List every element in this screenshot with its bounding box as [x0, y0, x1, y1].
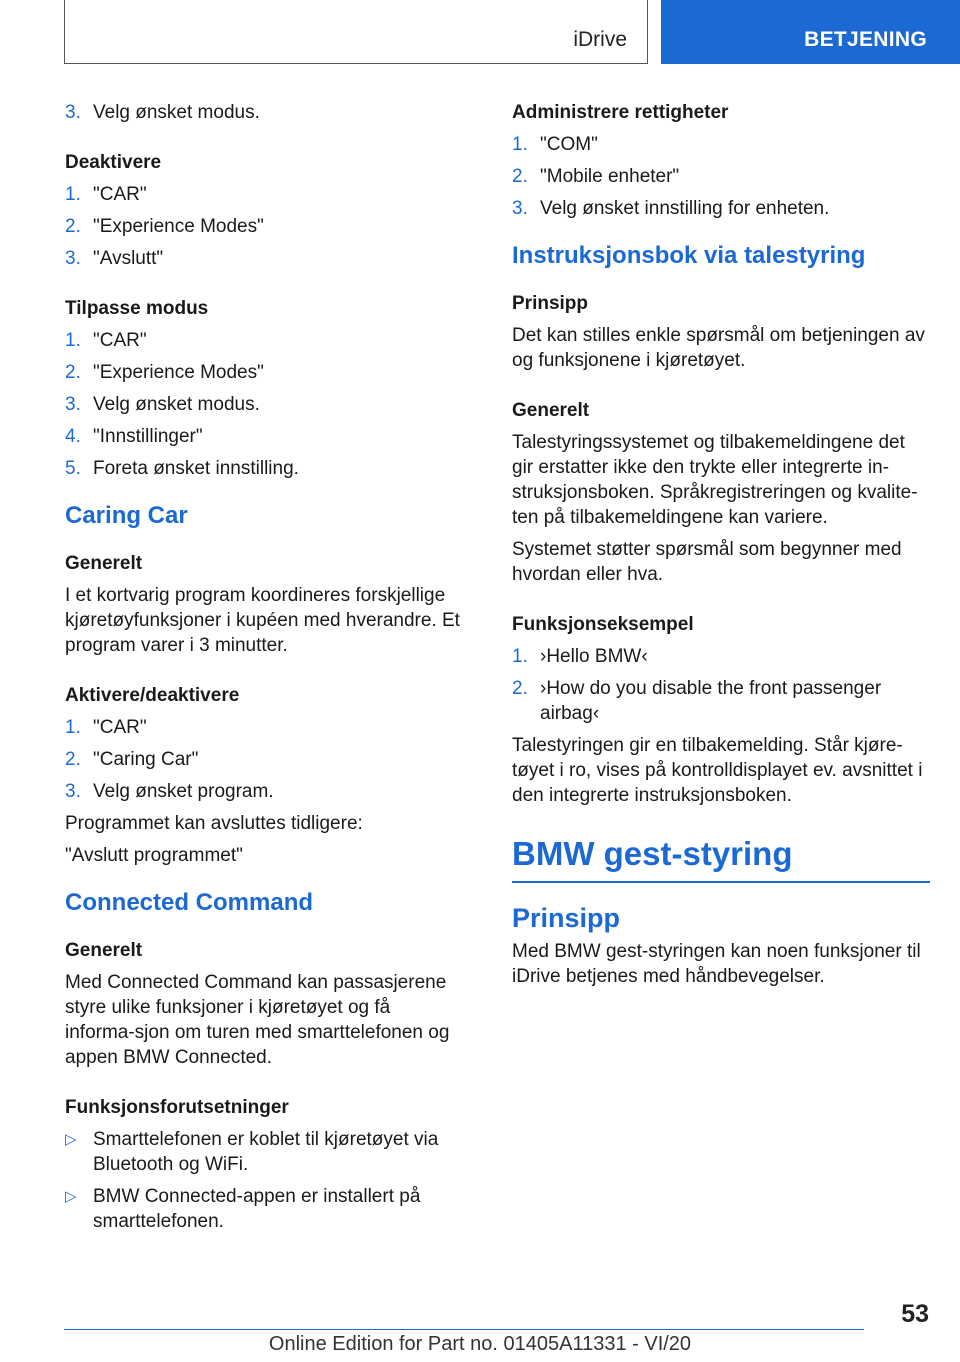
subheading-funksjonsforutsetninger: Funksjonsforutsetninger	[65, 1097, 289, 1118]
subheading-administrere: Administrere rettigheter	[512, 102, 729, 123]
list-text: "CAR"	[93, 330, 147, 351]
bullet-item	[65, 1127, 465, 1177]
section-heading-caring-car: Caring Car	[65, 502, 188, 529]
list-number: 2.	[65, 749, 81, 770]
subheading-generelt: Generelt	[512, 400, 590, 421]
list-number: 1.	[65, 717, 81, 738]
list-text: "CAR"	[93, 717, 147, 738]
section-heading-instruksjonsbok: Instruksjonsbok via talestyring	[512, 242, 866, 269]
list-item	[65, 715, 465, 740]
section-heading-connected-command: Connected Command	[65, 889, 314, 916]
list-text: "Caring Car"	[93, 749, 199, 770]
list-text: Foreta ønsket innstilling.	[93, 458, 299, 479]
section-heading-prinsipp: Prinsipp	[512, 903, 621, 933]
paragraph: Med BMW gest-styringen kan noen funksjoner til iDrive betjenes med håndbevegelser.	[512, 941, 921, 987]
footer-edition: Online Edition for Part no. 01405A11331 - VI/20	[268, 1333, 692, 1355]
list-text: "Experience Modes"	[93, 362, 264, 383]
subheading-deaktivere: Deaktivere	[65, 152, 162, 173]
paragraph: Talestyringssystemet og tilbakemeldingene det gir erstatter ikke den trykte eller integrerte in-struksjonsboken. Språkregistreringen og kvalite-ten på tilbakemeldingene kan variere.	[512, 432, 918, 528]
list-text: "Innstillinger"	[93, 426, 203, 447]
paragraph: Systemet støtter spørsmål som begynner med hvordan eller hva.	[512, 539, 902, 585]
list-text: Velg ønsket program.	[93, 781, 274, 802]
list-number: 3.	[65, 248, 81, 269]
page-number: 53	[901, 1300, 929, 1328]
paragraph: Talestyringen gir en tilbakemelding. Står kjøre-tøyet i ro, vises på kontrolldisplayet ev. avsnittet i den integrerte instruksjonsboken.	[512, 735, 923, 806]
subheading-prinsipp: Prinsipp	[512, 293, 589, 314]
footer-divider	[64, 1329, 864, 1330]
list-text: Velg ønsket innstilling for enheten.	[540, 198, 830, 219]
list-text: Velg ønsket modus.	[93, 102, 260, 123]
list-number: 3.	[65, 781, 81, 802]
list-text: ›How do you disable the front passenger airbag‹	[540, 678, 882, 724]
list-text: "Avslutt"	[93, 248, 164, 269]
list-number: 3.	[512, 198, 528, 219]
subheading-aktivere: Aktivere/deaktivere	[65, 685, 240, 706]
list-text: ›Hello BMW‹	[540, 646, 648, 667]
chapter-heading-gest-styring: BMW gest-styring	[512, 834, 930, 883]
list-item	[65, 214, 465, 239]
list-item	[512, 644, 930, 669]
list-number: 1.	[65, 330, 81, 351]
paragraph: Det kan stilles enkle spørsmål om betjeningen av og funksjonene i kjøretøyet.	[512, 325, 925, 371]
list-item	[512, 676, 930, 726]
bullet-item	[65, 1184, 465, 1234]
subheading-generelt: Generelt	[65, 940, 143, 961]
list-number: 2.	[512, 678, 528, 699]
subheading-tilpasse: Tilpasse modus	[65, 298, 209, 319]
list-number: 2.	[512, 166, 528, 187]
header-chapter-label: iDrive	[573, 28, 627, 51]
list-number: 1.	[512, 646, 528, 667]
list-item	[512, 132, 930, 157]
list-item	[65, 747, 465, 772]
header-section-label: BETJENING	[804, 28, 927, 51]
list-item	[65, 246, 465, 271]
subheading-generelt: Generelt	[65, 553, 143, 574]
paragraph: Med Connected Command kan passasjerene styre ulike funksjoner i kjøretøyet og få informa-sjon om turen med smarttelefonen og appen BMW Connected.	[65, 972, 450, 1068]
bullet-text: BMW Connected-appen er installert på smarttelefonen.	[93, 1186, 421, 1232]
list-number: 4.	[65, 426, 81, 447]
list-item	[65, 182, 465, 207]
paragraph: "Avslutt programmet"	[65, 845, 243, 866]
list-number: 2.	[65, 216, 81, 237]
list-text: "Experience Modes"	[93, 216, 264, 237]
list-text: Velg ønsket modus.	[93, 394, 260, 415]
right-column	[512, 100, 930, 996]
list-number: 1.	[65, 184, 81, 205]
triangle-bullet-icon: ▷	[65, 1188, 77, 1205]
paragraph: Programmet kan avsluttes tidligere:	[65, 813, 363, 834]
header-chapter-box	[64, 0, 648, 64]
list-item	[65, 392, 465, 417]
left-column	[65, 100, 465, 1241]
header-section-box	[661, 0, 960, 64]
list-item	[512, 196, 930, 221]
list-item	[65, 779, 465, 804]
list-number: 2.	[65, 362, 81, 383]
paragraph: I et kortvarig program koordineres forskjellige kjøretøyfunksjoner i kupéen med hverandre. Et program varer i 3 minutter.	[65, 585, 460, 656]
list-text: "COM"	[540, 134, 598, 155]
list-text: "CAR"	[93, 184, 147, 205]
list-item	[65, 100, 465, 125]
list-item	[512, 164, 930, 189]
list-number: 1.	[512, 134, 528, 155]
list-number: 3.	[65, 102, 81, 123]
list-text: "Mobile enheter"	[540, 166, 680, 187]
list-number: 3.	[65, 394, 81, 415]
list-number: 5.	[65, 458, 81, 479]
subheading-funksjonseksempel: Funksjonseksempel	[512, 614, 694, 635]
list-item	[65, 360, 465, 385]
list-item	[65, 424, 465, 449]
bullet-text: Smarttelefonen er koblet til kjøretøyet via Bluetooth og WiFi.	[93, 1129, 439, 1175]
list-item	[65, 456, 465, 481]
triangle-bullet-icon: ▷	[65, 1131, 77, 1148]
list-item	[65, 328, 465, 353]
